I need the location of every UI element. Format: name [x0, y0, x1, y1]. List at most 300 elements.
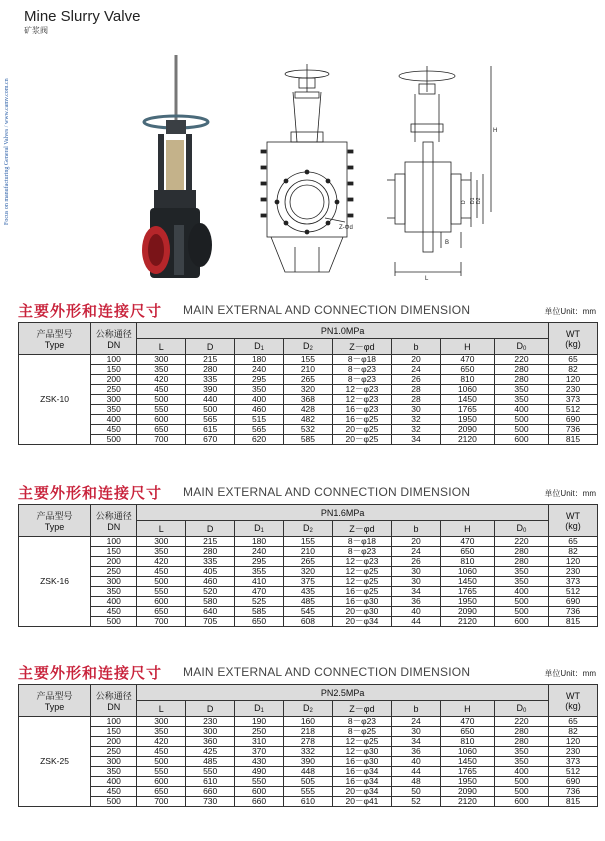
table-cell: 8－φ23	[332, 375, 391, 385]
table-cell: 1765	[440, 405, 494, 415]
column-header: H	[440, 701, 494, 717]
table-cell: 1950	[440, 777, 494, 787]
table-cell: 373	[549, 395, 598, 405]
table-row	[19, 537, 598, 547]
table-cell: 250	[91, 385, 137, 395]
table-cell: 500	[186, 405, 235, 415]
table-row	[19, 425, 598, 435]
table-cell: 190	[235, 717, 284, 727]
table-cell: 8－φ23	[332, 547, 391, 557]
table-cell: 450	[137, 567, 186, 577]
column-header: Z－φd	[332, 701, 391, 717]
table-cell: 300	[137, 717, 186, 727]
table-cell: 200	[91, 737, 137, 747]
table-cell: 300	[91, 577, 137, 587]
table-cell: 400	[494, 405, 548, 415]
table-cell: 565	[186, 415, 235, 425]
table-cell: 350	[91, 587, 137, 597]
table-cell: 8－φ23	[332, 717, 391, 727]
table-cell: 40	[392, 607, 441, 617]
table-cell: 155	[283, 537, 332, 547]
table-cell: 470	[440, 355, 494, 365]
column-header	[494, 521, 548, 537]
table-cell: 425	[186, 747, 235, 757]
table-row	[19, 607, 598, 617]
table-cell: 24	[392, 717, 441, 727]
table-cell: 210	[283, 365, 332, 375]
section-title-en: MAIN EXTERNAL AND CONNECTION DIMENSION	[183, 665, 471, 679]
table-cell: 34	[392, 587, 441, 597]
table-cell: 200	[91, 375, 137, 385]
unit-label: 单位Unit：mm	[544, 489, 596, 498]
table-cell: 40	[392, 757, 441, 767]
table-cell: 400	[91, 777, 137, 787]
table-cell: 620	[235, 435, 284, 445]
table-row	[19, 757, 598, 767]
table-cell: 2120	[440, 617, 494, 627]
table-cell: 20－φ41	[332, 797, 391, 807]
table-cell: 150	[91, 547, 137, 557]
table-cell: 400	[91, 415, 137, 425]
table-cell: 375	[283, 577, 332, 587]
column-header: Z－φd	[332, 339, 391, 355]
table-cell: 500	[494, 415, 548, 425]
table-cell: 230	[549, 385, 598, 395]
table-cell: 810	[440, 375, 494, 385]
table-cell: 550	[137, 587, 186, 597]
table-cell: 12－φ25	[332, 737, 391, 747]
wt-header: WT (kg)	[549, 685, 598, 717]
table-cell: 690	[549, 597, 598, 607]
table-cell: 280	[494, 365, 548, 375]
table-cell: 600	[137, 597, 186, 607]
column-header: D	[186, 339, 235, 355]
d1-label: D1	[470, 197, 476, 204]
table-cell: 280	[494, 375, 548, 385]
model-cell: ZSK-25	[19, 717, 91, 807]
table-cell: 435	[283, 587, 332, 597]
table-cell: 82	[549, 727, 598, 737]
table-row	[19, 587, 598, 597]
table-cell: 815	[549, 617, 598, 627]
table-cell: 420	[137, 737, 186, 747]
side-vertical-text	[1, 55, 11, 225]
table-cell: 450	[137, 385, 186, 395]
column-header: H	[440, 521, 494, 537]
table-cell: 20－φ25	[332, 425, 391, 435]
dimension-table	[18, 684, 598, 807]
table-cell: 500	[91, 435, 137, 445]
table-cell: 690	[549, 415, 598, 425]
column-header: H	[440, 339, 494, 355]
table-cell: 1060	[440, 567, 494, 577]
table-cell: 610	[186, 777, 235, 787]
table-cell: 34	[392, 435, 441, 445]
table-cell: 450	[91, 425, 137, 435]
table-cell: 350	[494, 757, 548, 767]
table-row	[19, 787, 598, 797]
table-cell: 300	[137, 355, 186, 365]
pressure-header: PN1.6MPa	[137, 505, 549, 521]
section-title-cn: 主要外形和连接尺寸	[18, 485, 163, 502]
table-cell: 512	[549, 767, 598, 777]
table-cell: 100	[91, 355, 137, 365]
d-label: D	[461, 200, 467, 204]
table-cell: 36	[392, 597, 441, 607]
section-title-en: MAIN EXTERNAL AND CONNECTION DIMENSION	[183, 303, 471, 317]
table-cell: 420	[137, 375, 186, 385]
table-cell: 280	[186, 365, 235, 375]
table-row	[19, 415, 598, 425]
table-cell: 16－φ30	[332, 597, 391, 607]
column-header: b	[392, 339, 441, 355]
column-header-text: D0	[516, 341, 527, 352]
side-view-drawing	[385, 62, 500, 284]
pressure-header: PN2.5MPa	[137, 685, 549, 701]
table-cell: 44	[392, 767, 441, 777]
table-cell: 320	[283, 567, 332, 577]
table-cell: 50	[392, 787, 441, 797]
wt-header: WT (kg)	[549, 323, 598, 355]
column-header	[494, 701, 548, 717]
table-cell: 482	[283, 415, 332, 425]
table-cell: 12－φ23	[332, 557, 391, 567]
table-cell: 160	[283, 717, 332, 727]
table-cell: 280	[494, 547, 548, 557]
table-cell: 500	[494, 787, 548, 797]
table-cell: 350	[137, 547, 186, 557]
column-header: D	[186, 701, 235, 717]
table-cell: 810	[440, 737, 494, 747]
column-header	[235, 701, 284, 717]
column-header: L	[137, 701, 186, 717]
table-cell: 373	[549, 757, 598, 767]
table-cell: 26	[392, 557, 441, 567]
column-header-text: D2	[303, 341, 313, 352]
table-cell: 16－φ30	[332, 757, 391, 767]
table-cell: 390	[283, 757, 332, 767]
table-cell: 30	[392, 567, 441, 577]
table-cell: 150	[91, 365, 137, 375]
table-cell: 650	[440, 547, 494, 557]
model-cell: ZSK-16	[19, 537, 91, 627]
table-cell: 650	[137, 787, 186, 797]
table-cell: 24	[392, 547, 441, 557]
table-cell: 44	[392, 617, 441, 627]
table-cell: 730	[186, 797, 235, 807]
table-cell: 220	[494, 717, 548, 727]
table-cell: 28	[392, 395, 441, 405]
section-header	[18, 300, 598, 320]
dn-header: 公称通径 DN	[91, 505, 137, 537]
table-cell: 500	[494, 597, 548, 607]
table-cell: 8－φ18	[332, 537, 391, 547]
table-cell: 2120	[440, 435, 494, 445]
table-cell: 390	[186, 385, 235, 395]
table-cell: 600	[137, 777, 186, 787]
table-cell: 520	[186, 587, 235, 597]
table-cell: 215	[186, 537, 235, 547]
table-row	[19, 435, 598, 445]
dimension-table	[18, 504, 598, 627]
table-cell: 490	[235, 767, 284, 777]
table-cell: 430	[235, 757, 284, 767]
table-cell: 485	[283, 597, 332, 607]
table-cell: 350	[137, 727, 186, 737]
table-cell: 30	[392, 727, 441, 737]
table-cell: 280	[494, 557, 548, 567]
table-cell: 815	[549, 797, 598, 807]
table-cell: 350	[137, 365, 186, 375]
table-cell: 2090	[440, 607, 494, 617]
h-label: H	[493, 128, 498, 134]
table-cell: 600	[137, 415, 186, 425]
table-cell: 230	[549, 747, 598, 757]
table-cell: 350	[494, 395, 548, 405]
table-cell: 500	[494, 425, 548, 435]
table-row	[19, 727, 598, 737]
table-cell: 700	[137, 617, 186, 627]
table-cell: 215	[186, 355, 235, 365]
column-header-text: D1	[254, 523, 264, 534]
table-cell: 512	[549, 587, 598, 597]
table-cell: 700	[137, 435, 186, 445]
table-row	[19, 547, 598, 557]
table-cell: 608	[283, 617, 332, 627]
wt-header: WT (kg)	[549, 505, 598, 537]
column-header: L	[137, 521, 186, 537]
type-header: 产品型号 Type	[19, 323, 91, 355]
table-row	[19, 355, 598, 365]
table-cell: 16－φ25	[332, 415, 391, 425]
table-cell: 180	[235, 355, 284, 365]
table-cell: 650	[235, 617, 284, 627]
table-cell: 400	[494, 767, 548, 777]
table-cell: 600	[494, 797, 548, 807]
table-cell: 350	[494, 747, 548, 757]
table-row	[19, 375, 598, 385]
table-cell: 525	[235, 597, 284, 607]
column-header: b	[392, 701, 441, 717]
table-cell: 280	[186, 547, 235, 557]
table-row	[19, 747, 598, 757]
table-cell: 505	[283, 777, 332, 787]
table-cell: 440	[186, 395, 235, 405]
table-cell: 512	[549, 405, 598, 415]
table-cell: 670	[186, 435, 235, 445]
table-cell: 65	[549, 355, 598, 365]
table-cell: 320	[283, 385, 332, 395]
table-cell: 500	[137, 577, 186, 587]
table-cell: 295	[235, 557, 284, 567]
table-cell: 16－φ25	[332, 587, 391, 597]
table-cell: 470	[440, 537, 494, 547]
valve-product-image	[128, 50, 228, 290]
table-cell: 550	[137, 405, 186, 415]
table-cell: 355	[235, 567, 284, 577]
column-header	[283, 701, 332, 717]
table-cell: 650	[137, 607, 186, 617]
column-header	[283, 521, 332, 537]
table-cell: 532	[283, 425, 332, 435]
table-cell: 1060	[440, 385, 494, 395]
table-cell: 736	[549, 425, 598, 435]
table-cell: 705	[186, 617, 235, 627]
table-row	[19, 567, 598, 577]
table-cell: 1950	[440, 597, 494, 607]
table-cell: 200	[91, 557, 137, 567]
table-cell: 500	[91, 617, 137, 627]
dimension-table	[18, 322, 598, 445]
table-row	[19, 767, 598, 777]
dn-header: 公称通径 DN	[91, 323, 137, 355]
table-cell: 420	[137, 557, 186, 567]
column-header: D	[186, 521, 235, 537]
table-cell: 460	[235, 405, 284, 415]
table-row	[19, 597, 598, 607]
table-cell: 500	[494, 607, 548, 617]
table-cell: 250	[91, 567, 137, 577]
table-cell: 515	[235, 415, 284, 425]
table-row	[19, 395, 598, 405]
column-header: b	[392, 521, 441, 537]
table-cell: 370	[235, 747, 284, 757]
table-cell: 350	[494, 385, 548, 395]
table-cell: 20－φ34	[332, 787, 391, 797]
table-cell: 240	[235, 365, 284, 375]
table-cell: 65	[549, 537, 598, 547]
table-cell: 218	[283, 727, 332, 737]
page-title: Mine Slurry Valve	[24, 8, 141, 25]
table-cell: 32	[392, 415, 441, 425]
table-cell: 550	[235, 777, 284, 787]
table-cell: 500	[91, 797, 137, 807]
table-cell: 100	[91, 537, 137, 547]
table-cell: 16－φ34	[332, 777, 391, 787]
table-cell: 600	[494, 435, 548, 445]
table-cell: 8－φ23	[332, 365, 391, 375]
column-header	[235, 521, 284, 537]
table-cell: 350	[91, 767, 137, 777]
table-cell: 736	[549, 787, 598, 797]
table-cell: 450	[91, 787, 137, 797]
column-header	[283, 339, 332, 355]
table-cell: 428	[283, 405, 332, 415]
table-cell: 2090	[440, 425, 494, 435]
table-cell: 220	[494, 537, 548, 547]
table-row	[19, 405, 598, 415]
dn-header: 公称通径 DN	[91, 685, 137, 717]
table-cell: 335	[186, 375, 235, 385]
table-cell: 34	[392, 737, 441, 747]
z-phi-d-label: Z-Φd	[339, 225, 353, 231]
d2-label: D2	[476, 197, 482, 204]
table-cell: 660	[186, 787, 235, 797]
table-cell: 690	[549, 777, 598, 787]
table-cell: 700	[137, 797, 186, 807]
table-cell: 8－φ25	[332, 727, 391, 737]
table-cell: 485	[186, 757, 235, 767]
front-view-drawing	[255, 62, 360, 284]
table-cell: 650	[440, 727, 494, 737]
table-cell: 1060	[440, 747, 494, 757]
table-cell: 448	[283, 767, 332, 777]
table-cell: 12－φ23	[332, 385, 391, 395]
table-cell: 82	[549, 365, 598, 375]
type-header: 产品型号 Type	[19, 685, 91, 717]
table-cell: 120	[549, 737, 598, 747]
table-cell: 400	[235, 395, 284, 405]
table-cell: 16－φ23	[332, 405, 391, 415]
table-cell: 565	[235, 425, 284, 435]
table-cell: 180	[235, 537, 284, 547]
table-cell: 32	[392, 425, 441, 435]
table-cell: 500	[137, 395, 186, 405]
column-header-text: D1	[254, 703, 264, 714]
side-text: Focus on manufacturing General Valves / www.camv.com.cn	[4, 78, 10, 225]
table-cell: 20	[392, 537, 441, 547]
column-header-text: D2	[303, 523, 313, 534]
table-cell: 736	[549, 607, 598, 617]
table-cell: 600	[494, 617, 548, 627]
section-title-cn: 主要外形和连接尺寸	[18, 303, 163, 320]
section-header	[18, 662, 598, 682]
table-cell: 350	[235, 385, 284, 395]
table-cell: 30	[392, 405, 441, 415]
table-cell: 350	[91, 405, 137, 415]
type-header: 产品型号 Type	[19, 505, 91, 537]
table-cell: 120	[549, 375, 598, 385]
table-cell: 350	[494, 567, 548, 577]
table-cell: 82	[549, 547, 598, 557]
table-cell: 24	[392, 365, 441, 375]
table-cell: 210	[283, 547, 332, 557]
table-cell: 1765	[440, 587, 494, 597]
table-cell: 360	[186, 737, 235, 747]
table-cell: 20	[392, 355, 441, 365]
column-header-text: D0	[516, 523, 527, 534]
table-cell: 815	[549, 435, 598, 445]
table-cell: 36	[392, 747, 441, 757]
table-cell: 650	[440, 365, 494, 375]
table-cell: 580	[186, 597, 235, 607]
model-cell: ZSK-10	[19, 355, 91, 445]
table-row	[19, 797, 598, 807]
table-cell: 335	[186, 557, 235, 567]
table-cell: 2120	[440, 797, 494, 807]
table-cell: 610	[283, 797, 332, 807]
table-cell: 1450	[440, 577, 494, 587]
table-cell: 220	[494, 355, 548, 365]
table-cell: 1450	[440, 757, 494, 767]
table-cell: 585	[283, 435, 332, 445]
table-cell: 310	[235, 737, 284, 747]
table-cell: 545	[283, 607, 332, 617]
table-cell: 155	[283, 355, 332, 365]
table-row	[19, 617, 598, 627]
table-cell: 300	[137, 537, 186, 547]
table-cell: 450	[91, 607, 137, 617]
table-cell: 8－φ18	[332, 355, 391, 365]
table-cell: 470	[235, 587, 284, 597]
table-cell: 12－φ25	[332, 577, 391, 587]
table-cell: 120	[549, 557, 598, 567]
section-title-cn: 主要外形和连接尺寸	[18, 665, 163, 682]
table-cell: 265	[283, 557, 332, 567]
table-cell: 150	[91, 727, 137, 737]
pressure-header: PN1.0MPa	[137, 323, 549, 339]
table-cell: 278	[283, 737, 332, 747]
